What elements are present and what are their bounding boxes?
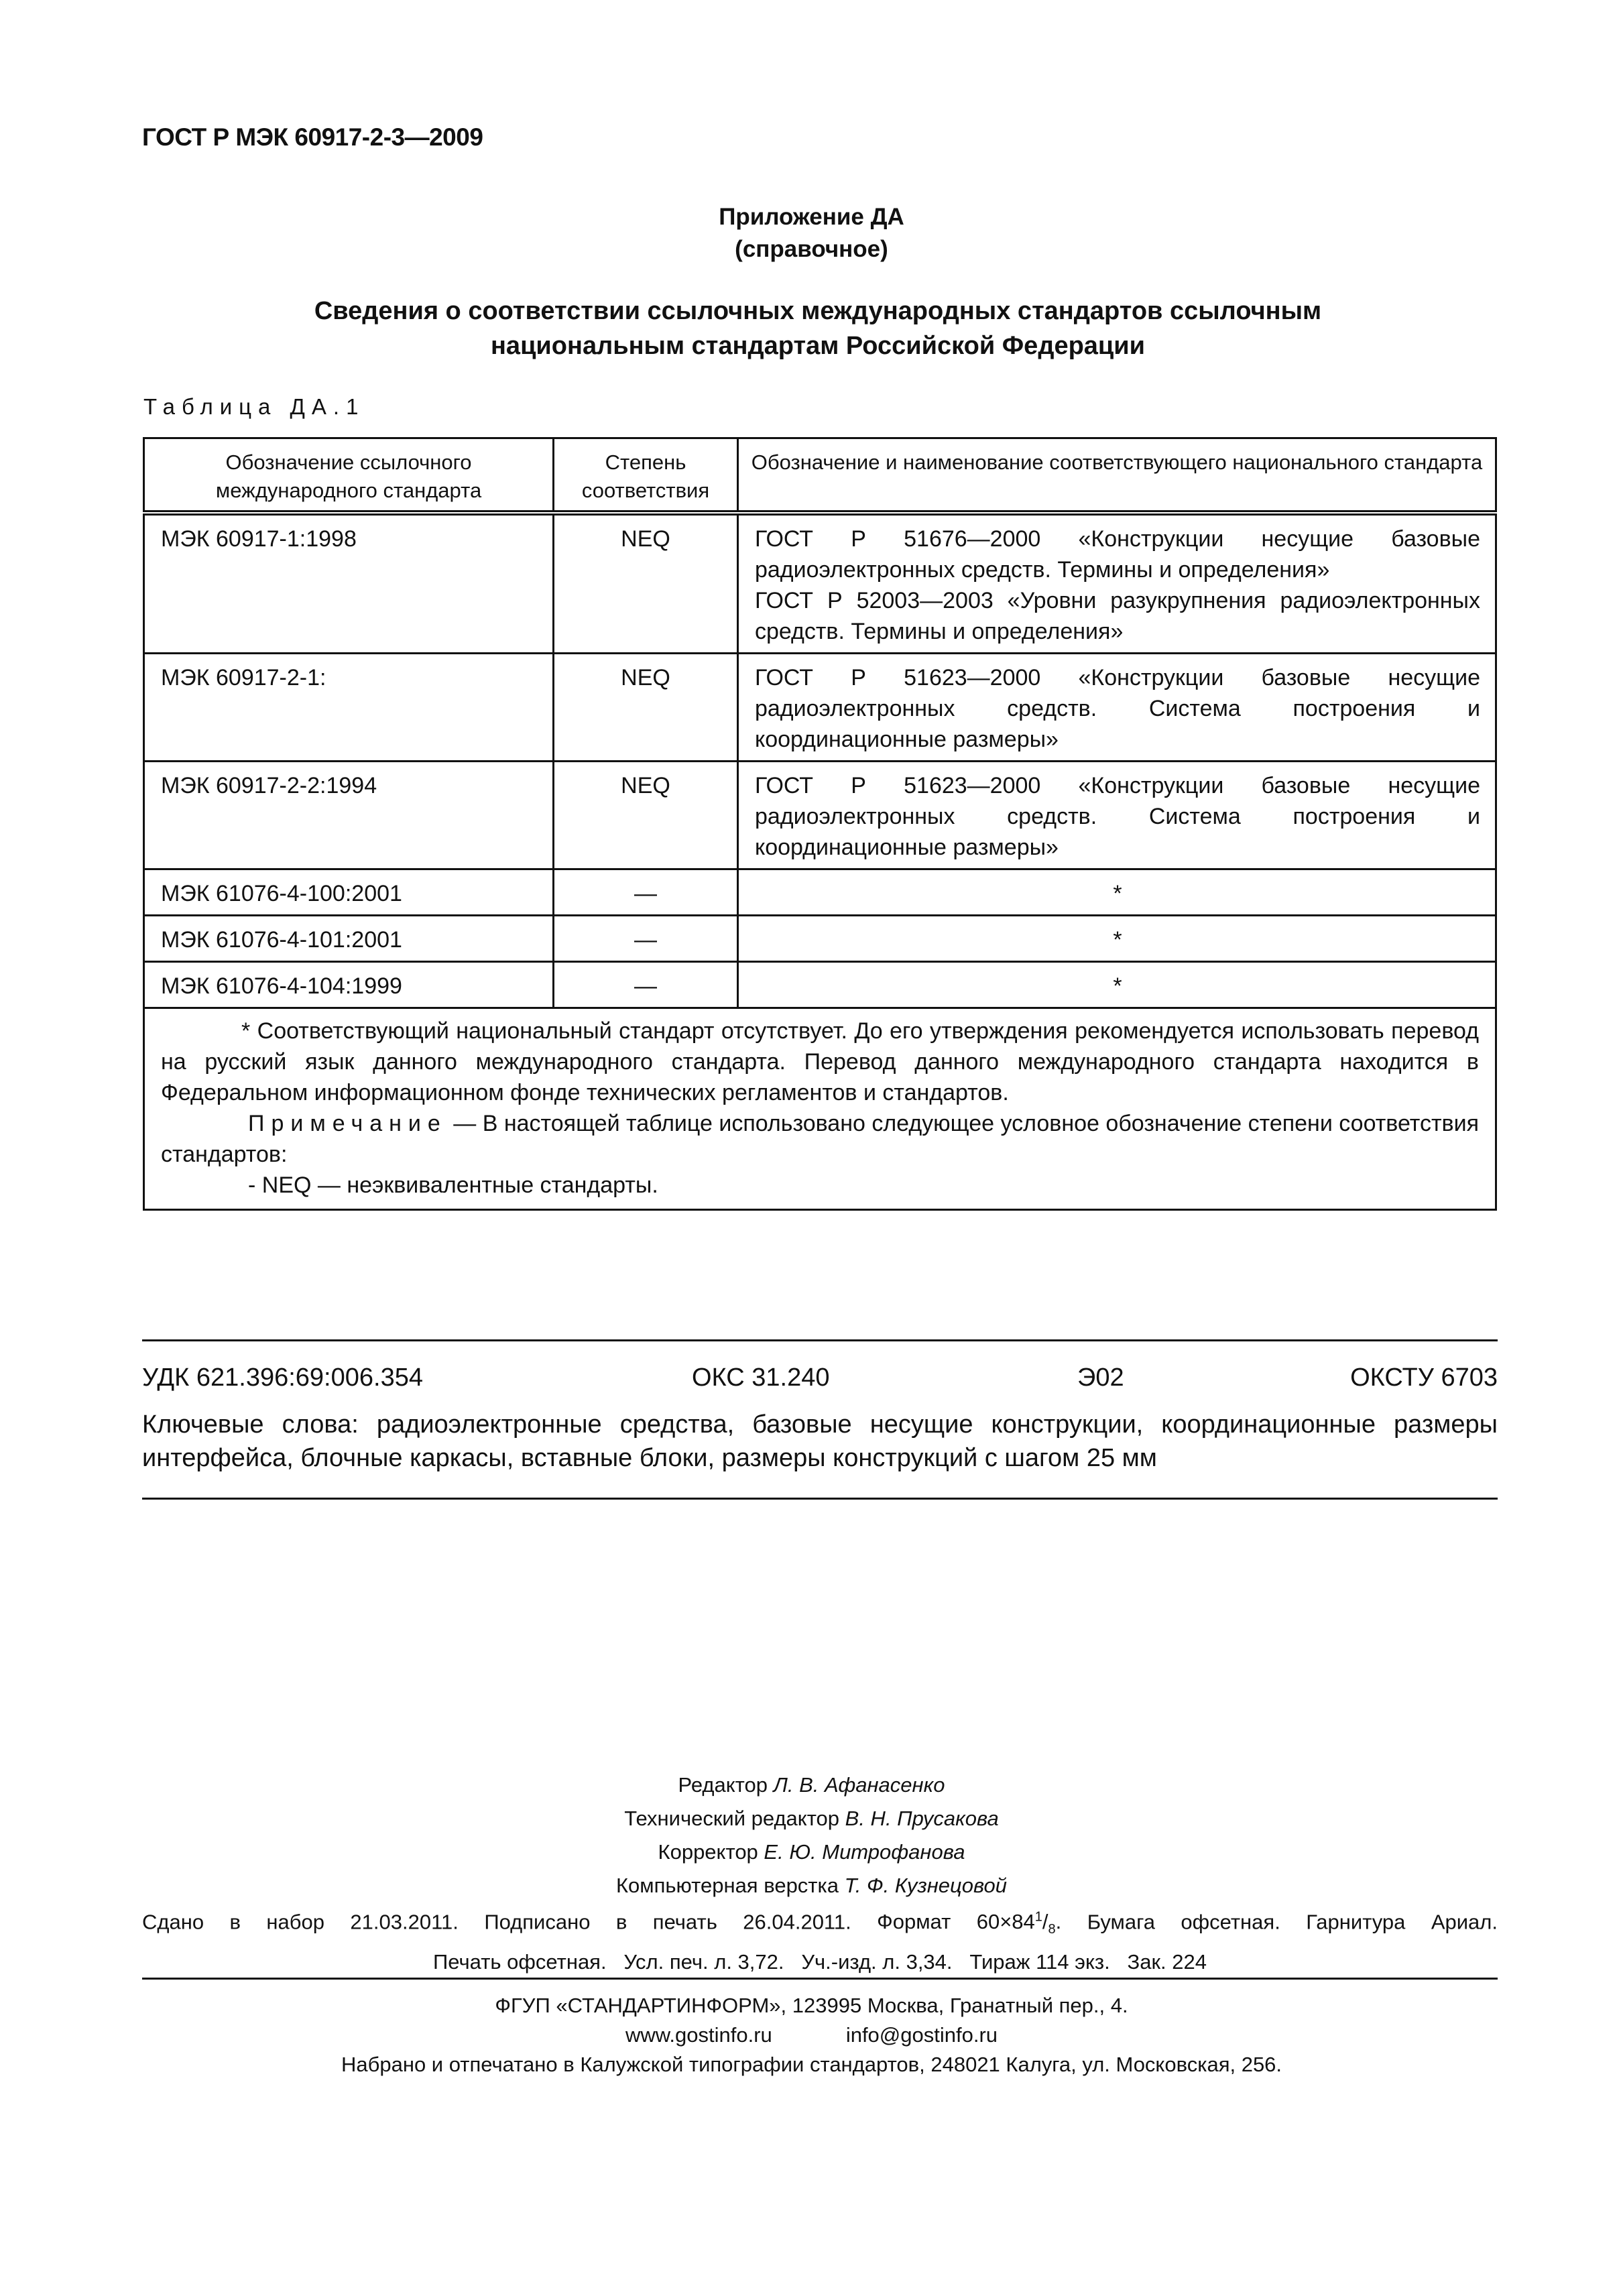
okstu-code: ОКСТУ 6703 <box>1350 1364 1498 1392</box>
corrector-name: Е. Ю. Митрофанова <box>764 1840 965 1864</box>
table-row <box>144 762 1496 869</box>
cell-degree: NEQ <box>554 762 738 869</box>
layout-name: Т. Ф. Кузнецовой <box>844 1874 1007 1897</box>
table-label: Таблица ДА.1 <box>143 394 365 419</box>
cell-degree: — <box>554 962 738 1008</box>
udk-code: УДК 621.396:69:006.354 <box>142 1364 423 1392</box>
divider-publisher <box>142 1978 1498 1980</box>
cell-national: * <box>737 962 1496 1008</box>
paper: Бумага офсетная. <box>1087 1910 1280 1934</box>
cell-degree: — <box>554 916 738 962</box>
publisher-line1: ФГУП «СТАНДАРТИНФОРМ», 123995 Москва, Гранатный пер., 4. <box>495 1994 1128 2017</box>
document-code: ГОСТ Р МЭК 60917-2-3—2009 <box>142 123 483 151</box>
divider-keywords <box>142 1498 1498 1500</box>
header-national: Обозначение и наименование соответствующего национального стандарта <box>737 438 1496 513</box>
print-line1 <box>142 1901 1498 1946</box>
cell-intl: МЭК 60917-2-2:1994 <box>144 762 554 869</box>
cell-intl: МЭК 61076-4-101:2001 <box>144 916 554 962</box>
cell-national <box>737 513 1496 654</box>
tech-editor-name: В. Н. Прусакова <box>845 1807 999 1830</box>
footnote-text: * Соответствующий национальный стандарт отсутствует. До его утверждения рекомендуется использовать перевод на русский язык данного международного стандарта. Перевод данного международного стандарта находится в Федеральном информационном фонде технических регламентов и стандартов. <box>161 1018 1479 1105</box>
cell-intl: МЭК 60917-2-1: <box>144 654 554 762</box>
cell-national: * <box>737 916 1496 962</box>
section-title-line1: Сведения о соответствии ссылочных международных стандартов ссылочным <box>314 297 1322 325</box>
submitted-date: Сдано в набор 21.03.2011. <box>142 1910 459 1934</box>
cell-national: ГОСТ Р 51623—2000 «Конструкции базовые несущие радиоэлектронных средств. Система построения и координационные размеры» <box>737 654 1496 762</box>
note-item: - NEQ — неэквивалентные стандарты. <box>248 1172 658 1198</box>
publisher-info <box>0 1991 1623 2079</box>
format-denominator: 8 <box>1048 1922 1056 1937</box>
table-row <box>144 869 1496 916</box>
national-standard: ГОСТ Р 52003—2003 «Уровни разукрупнения радиоэлектронных средств. Термины и определения» <box>754 588 1480 644</box>
table-footnote-row <box>144 1008 1496 1210</box>
editor-line <box>0 1768 1623 1802</box>
keywords: Ключевые слова: радиоэлектронные средства, базовые несущие конструкции, координационные размеры интерфейса, блочные каркасы, вставные блоки, размеры конструкций с шагом 25 мм <box>142 1410 1498 1472</box>
corrector-line <box>0 1835 1623 1869</box>
table-note <box>161 1108 1479 1170</box>
table-header-row <box>144 438 1496 513</box>
section-title-line2: национальным стандартам Российской Федерации <box>490 332 1145 360</box>
cell-intl: МЭК 61076-4-100:2001 <box>144 869 554 916</box>
table-row <box>144 513 1496 654</box>
table-row <box>144 654 1496 762</box>
format: Формат $60\times 84^1/_8$. <box>877 1910 1062 1937</box>
print-line2: Печать офсетная. Усл. печ. л. 3,72. Уч.-изд. л. 3,34. Тираж 114 экз. Зак. 224 <box>433 1949 1207 1974</box>
table-footnote-cell <box>144 1008 1496 1210</box>
staff-credits <box>0 1768 1623 1902</box>
publisher-line3: Набрано и отпечатано в Калужской типографии стандартов, 248021 Калуга, ул. Московская, 256. <box>341 2053 1282 2076</box>
e-code: Э02 <box>1077 1364 1124 1392</box>
print-details <box>142 1901 1498 1978</box>
cell-national: * <box>737 869 1496 916</box>
tech-editor-line <box>0 1802 1623 1835</box>
table-row <box>144 962 1496 1008</box>
cell-degree: — <box>554 869 738 916</box>
publisher-contacts <box>0 2020 1623 2050</box>
cell-national: ГОСТ Р 51623—2000 «Конструкции базовые несущие радиоэлектронных средств. Система построения и координационные размеры» <box>737 762 1496 869</box>
cell-intl: МЭК 61076-4-104:1999 <box>144 962 554 1008</box>
layout-line <box>0 1869 1623 1902</box>
national-standard: ГОСТ Р 51676—2000 «Конструкции несущие базовые радиоэлектронных средств. Термины и определения» <box>754 526 1480 583</box>
format-numerator: 1 <box>1034 1910 1042 1925</box>
divider-top <box>142 1339 1498 1341</box>
appendix-title: Приложение ДА <box>719 204 904 230</box>
table-row <box>144 916 1496 962</box>
layout-role: Компьютерная верстка <box>616 1874 839 1897</box>
corrector-role: Корректор <box>658 1840 758 1864</box>
typeface: Гарнитура Ариал. <box>1306 1910 1498 1934</box>
header-intl: Обозначение ссылочного международного стандарта <box>144 438 554 513</box>
appendix-status: (справочное) <box>735 236 888 262</box>
header-degree: Степень соответствия <box>554 438 738 513</box>
editor-role: Редактор <box>678 1773 768 1797</box>
reference-table <box>143 437 1497 1211</box>
note-label: Примечание <box>248 1111 447 1136</box>
cell-degree: NEQ <box>554 654 738 762</box>
cell-degree: NEQ <box>554 513 738 654</box>
oks-code: ОКС 31.240 <box>692 1364 830 1392</box>
cell-intl: МЭК 60917-1:1998 <box>144 513 554 654</box>
publisher-site: www.gostinfo.ru <box>625 2023 772 2047</box>
note-text: — В настоящей таблице использовано следующее условное обозначение степени соответствия стандартов: <box>161 1111 1479 1167</box>
publisher-email: info@gostinfo.ru <box>845 2023 998 2047</box>
format-prefix: Формат 60×84 <box>877 1910 1035 1934</box>
editor-name: Л. В. Афанасенко <box>773 1773 945 1797</box>
appendix-heading <box>0 201 1623 265</box>
signed-date: Подписано в печать 26.04.2011. <box>484 1910 851 1934</box>
tech-editor-role: Технический редактор <box>624 1807 840 1830</box>
section-title <box>147 294 1488 363</box>
